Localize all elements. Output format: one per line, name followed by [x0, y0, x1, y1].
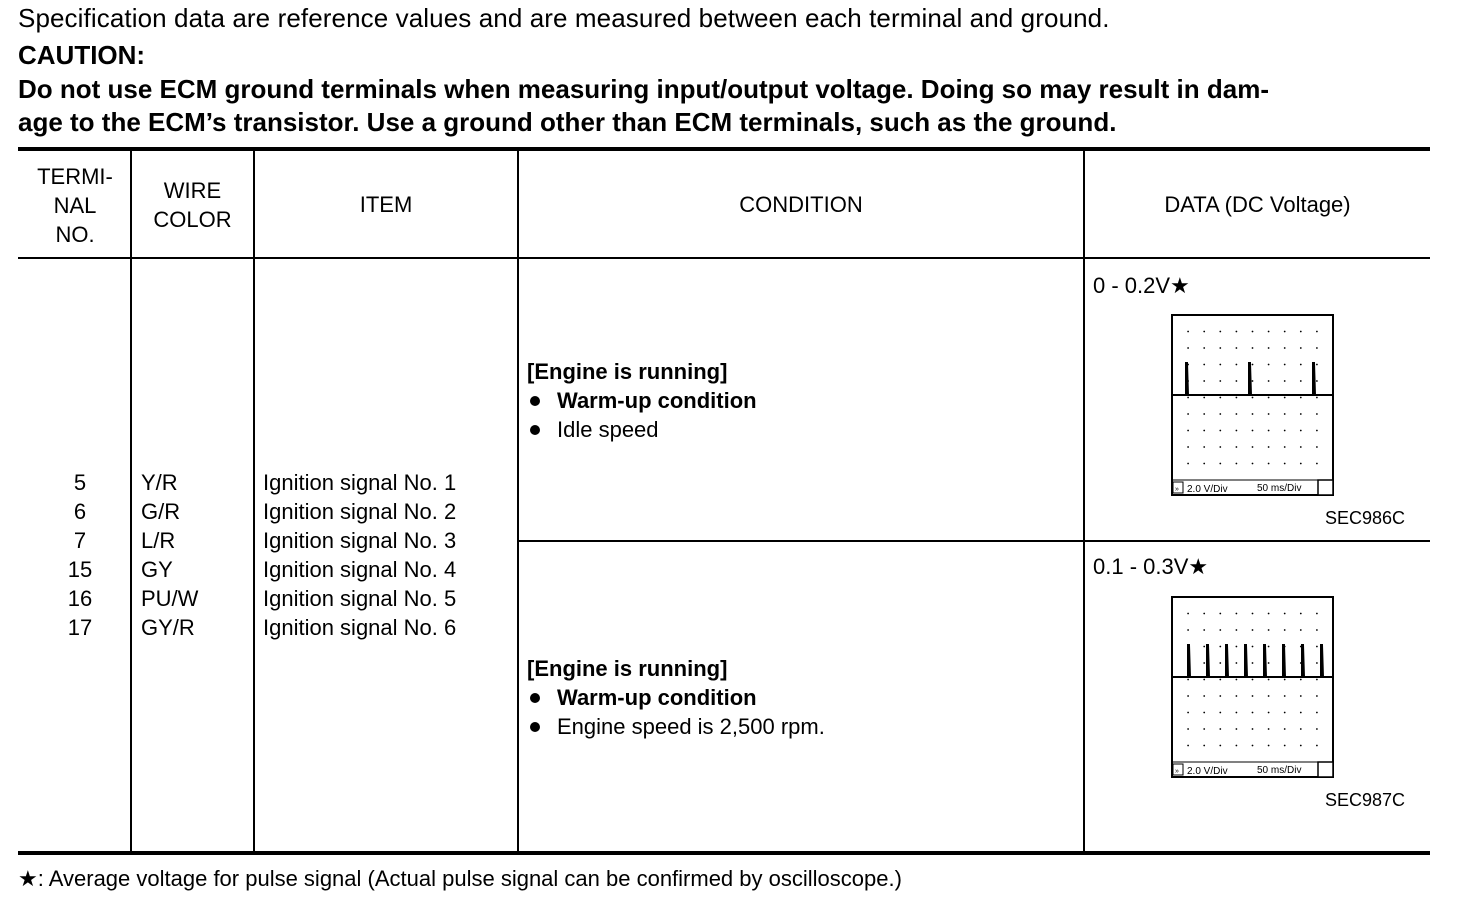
- table-bottom-rule: [18, 851, 1430, 855]
- condition-idle: [527, 357, 757, 444]
- table-top-rule: [18, 147, 1430, 151]
- terminal-number: 6: [73, 499, 87, 524]
- header-item: ITEM: [359, 192, 413, 217]
- scope-volt-label: 2.0 V/Div: [1187, 766, 1228, 777]
- terminal-number: 5: [73, 470, 87, 495]
- condition-bullet: Idle speed: [557, 417, 659, 442]
- data-value-idle: 0 - 0.2V★: [1093, 273, 1190, 298]
- svg-text:»: »: [1175, 486, 1179, 493]
- bullet-icon: [530, 396, 540, 406]
- header-wire-line-2: COLOR: [153, 207, 232, 232]
- caution-label: CAUTION:: [18, 40, 146, 70]
- condition-title: [Engine is running]: [527, 656, 728, 681]
- data-value-2500rpm: 0.1 - 0.3V★: [1093, 554, 1209, 579]
- svg-text:»: »: [1175, 768, 1179, 775]
- header-bottom-rule: [18, 257, 1430, 259]
- figure-code: SEC986C: [1325, 508, 1406, 528]
- item-name: Ignition signal No. 5: [263, 586, 457, 611]
- item-name: Ignition signal No. 3: [263, 528, 457, 553]
- header-data: DATA (DC Voltage): [1164, 192, 1351, 217]
- wire-color: GY/R: [141, 615, 195, 640]
- header-wire-line-1: WIRE: [163, 178, 222, 203]
- header-terminal-line-3: NO.: [55, 222, 95, 247]
- wire-color: GY: [141, 557, 173, 582]
- caution-text: [18, 73, 1430, 139]
- terminal-numbers-cell: [20, 468, 140, 642]
- scope-time-label: 50 ms/Div: [1257, 483, 1302, 494]
- bullet-icon: [530, 693, 540, 703]
- condition-title: [Engine is running]: [527, 359, 728, 384]
- item-name: Ignition signal No. 4: [263, 557, 457, 582]
- wire-color: Y/R: [141, 470, 178, 495]
- terminal-number: 7: [73, 528, 87, 553]
- bullet-icon: [530, 722, 540, 732]
- header-condition: CONDITION: [739, 192, 863, 217]
- column-divider-2: [253, 149, 255, 853]
- footnote: ★: Average voltage for pulse signal (Actual pulse signal can be confirmed by oscilloscope.): [18, 866, 902, 891]
- intro-text: Specification data are reference values and are measured between each terminal and ground.: [18, 3, 1110, 33]
- wire-color: PU/W: [141, 586, 199, 611]
- scope-volt-label: 2.0 V/Div: [1187, 484, 1228, 495]
- header-wire-color: [132, 176, 253, 234]
- column-divider-3: [517, 149, 519, 853]
- item-name: Ignition signal No. 2: [263, 499, 457, 524]
- wire-colors-cell: [141, 468, 198, 642]
- item-name: Ignition signal No. 1: [263, 470, 457, 495]
- items-cell: [263, 468, 456, 642]
- caution-line-1: Do not use ECM ground terminals when measuring input/output voltage. Doing so may result in dam-: [18, 74, 1269, 104]
- condition-bullet: Engine speed is 2,500 rpm.: [557, 714, 825, 739]
- scope-time-label: 50 ms/Div: [1257, 765, 1302, 776]
- wire-color: L/R: [141, 528, 176, 553]
- terminal-number: 16: [67, 586, 93, 611]
- row-divider-rule: [518, 540, 1430, 542]
- bullet-icon: [530, 425, 540, 435]
- column-divider-4: [1083, 149, 1085, 853]
- header-terminal-line-2: NAL: [53, 193, 97, 218]
- condition-2500rpm: [527, 654, 825, 741]
- terminal-number: 17: [67, 615, 93, 640]
- condition-bullet: Warm-up condition: [557, 685, 757, 710]
- oscilloscope-waveform-2500rpm: [1170, 595, 1336, 779]
- terminal-number: 15: [67, 557, 93, 582]
- figure-code: SEC987C: [1325, 790, 1406, 810]
- header-terminal-no: [20, 162, 130, 249]
- header-terminal-line-1: TERMI-: [37, 164, 113, 189]
- oscilloscope-waveform-idle: [1170, 313, 1336, 497]
- caution-line-2: age to the ECM’s transistor. Use a ground other than ECM terminals, such as the ground.: [18, 107, 1117, 137]
- item-name: Ignition signal No. 6: [263, 615, 457, 640]
- condition-bullet: Warm-up condition: [557, 388, 757, 413]
- wire-color: G/R: [141, 499, 181, 524]
